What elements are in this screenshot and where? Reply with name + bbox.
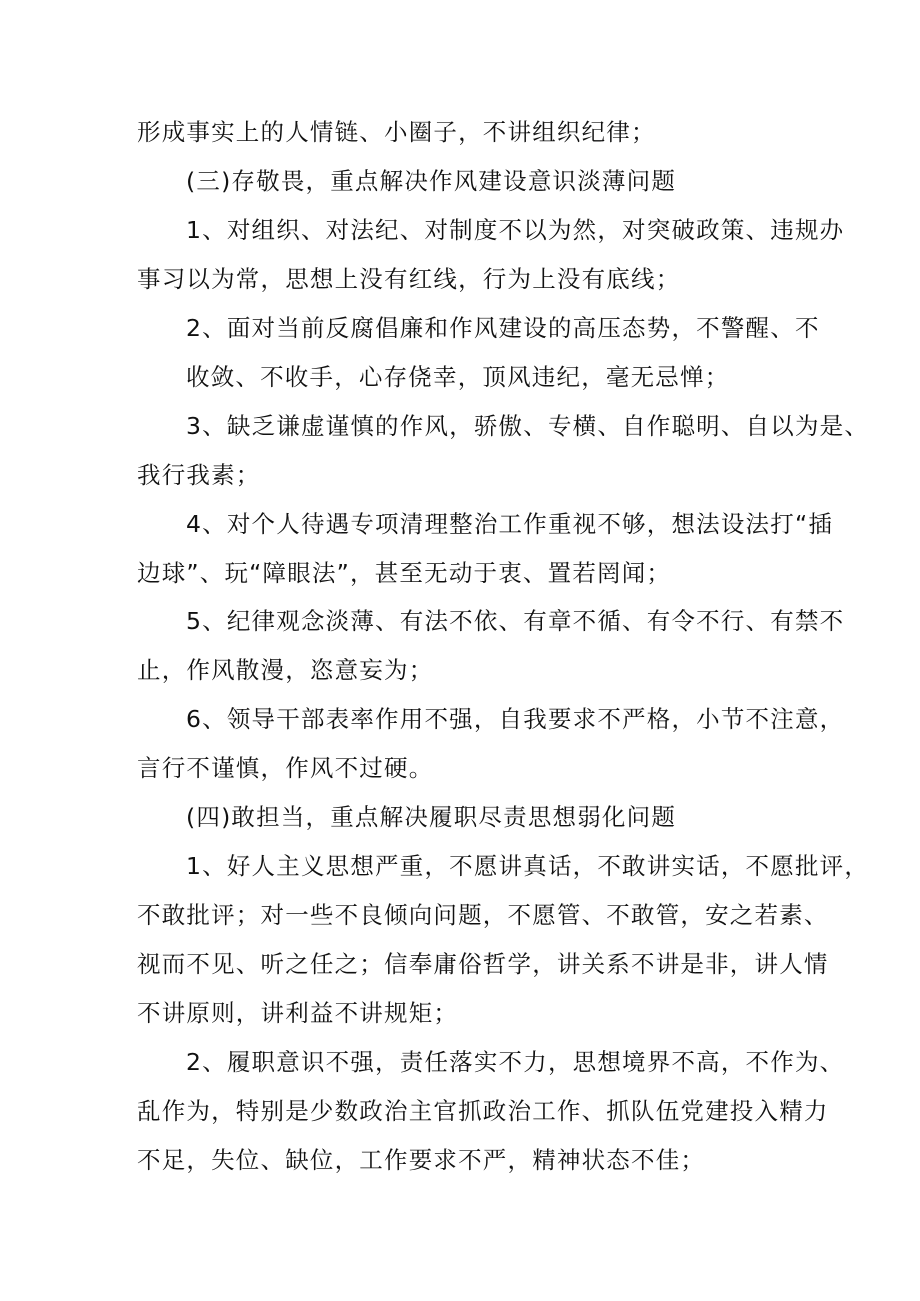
text-line: 我行我素； bbox=[137, 461, 261, 489]
text-line: 形成事实上的人情链、小圈子，不讲组织纪律； bbox=[137, 118, 656, 146]
text-line: 不足，失位、缺位，工作要求不严，精神状态不佳； bbox=[137, 1146, 706, 1174]
text-line: 言行不谨慎，作风不过硬。 bbox=[137, 754, 434, 782]
text-line: 收敛、不收手，心存侥幸，顶风违纪，毫无忌惮； bbox=[186, 363, 730, 391]
text-line: 1、对组织、对法纪、对制度不以为然，对突破政策、违规办 bbox=[186, 216, 845, 244]
text-line: 3、缺乏谦虚谨慎的作风，骄傲、专横、自作聪明、自以为是、 bbox=[186, 412, 870, 440]
section-heading: (四)敢担当，重点解决履职尽责思想弱化问题 bbox=[186, 803, 677, 831]
text-line: 6、领导干部表率作用不强，自我要求不严格，小节不注意， bbox=[186, 705, 845, 733]
text-line: 不讲原则，讲利益不讲规矩； bbox=[137, 999, 459, 1027]
text-line: 乱作为，特别是少数政治主官抓政治工作、抓队伍党建投入精力 bbox=[137, 1097, 829, 1125]
text-line: 1、好人主义思想严重，不愿讲真话，不敢讲实话，不愿批评， bbox=[186, 852, 870, 880]
text-line: 事习以为常，思想上没有红线，行为上没有底线； bbox=[137, 265, 681, 293]
text-line: 视而不见、听之任之；信奉庸俗哲学，讲关系不讲是非，讲人情 bbox=[137, 950, 829, 978]
section-heading: (三)存敬畏，重点解决作风建设意识淡薄问题 bbox=[186, 167, 677, 195]
text-line: 边球”、玩“障眼法”，甚至无动于衷、置若罔闻； bbox=[137, 559, 672, 587]
text-line: 5、纪律观念淡薄、有法不依、有章不循、有令不行、有禁不 bbox=[186, 607, 845, 635]
text-line: 止，作风散漫，恣意妄为； bbox=[137, 656, 434, 684]
text-line: 不敢批评；对一些不良倾向问题，不愿管、不敢管，安之若素、 bbox=[137, 901, 829, 929]
text-line: 2、履职意识不强，责任落实不力，思想境界不高，不作为、 bbox=[186, 1048, 845, 1076]
text-line: 4、对个人待遇专项清理整治工作重视不够，想法设法打“插 bbox=[186, 510, 834, 538]
text-line: 2、面对当前反腐倡廉和作风建设的高压态势，不警醒、不 bbox=[186, 314, 820, 342]
